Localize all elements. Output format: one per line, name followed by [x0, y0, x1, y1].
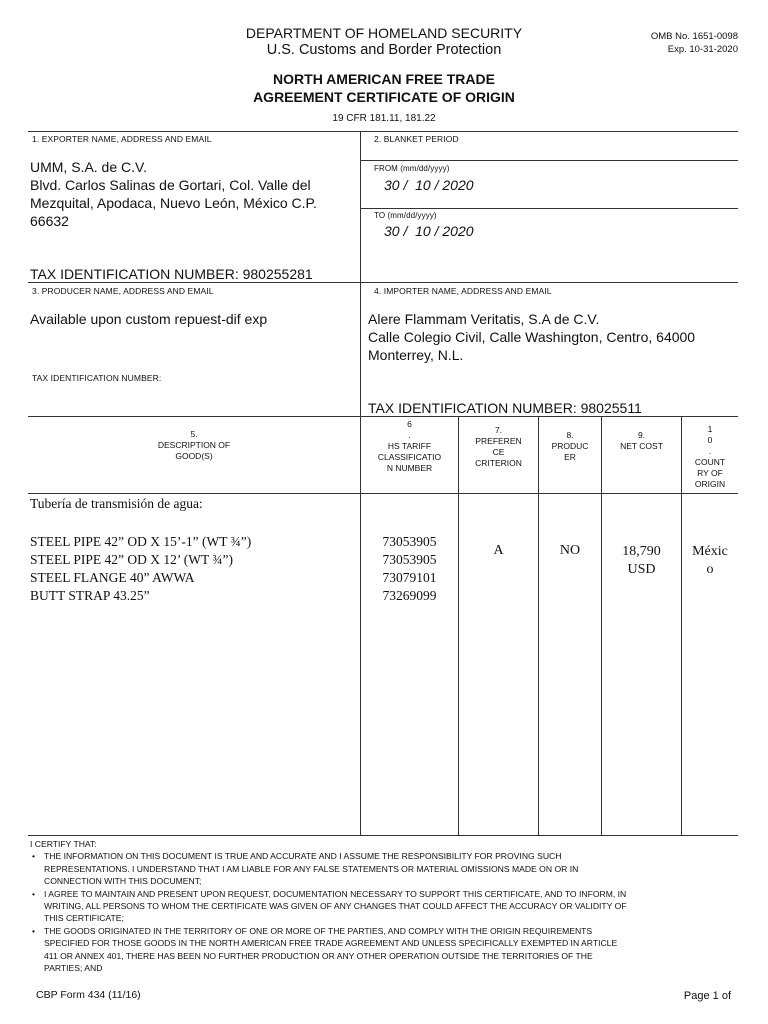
goods-heading: Tubería de transmisión de agua: — [30, 496, 203, 511]
grid-line-from — [361, 160, 738, 161]
col-producer-header: 8. PRODUC ER — [551, 430, 589, 462]
net-cost: 18,790 USD — [622, 544, 661, 577]
form-title-line1: NORTH AMERICAN FREE TRADE — [273, 71, 495, 87]
exporter-address-line2: Mezquital, Apodaca, Nuevo León, México C.P. — [30, 195, 317, 211]
certification-block — [30, 838, 740, 974]
country-of-origin: Méxic o — [692, 544, 728, 577]
col-description-header: 5. DESCRIPTION OF GOOD(S) — [157, 429, 231, 461]
certify-intro: I CERTIFY THAT: — [30, 839, 97, 849]
blanket-to-value: 30 / 10 / 2020 — [384, 223, 474, 239]
cfr-reference: 19 CFR 181.11, 181.22 — [332, 113, 436, 124]
blanket-period-label: 2. BLANKET PERIOD — [374, 134, 459, 144]
col-hs-tariff-header: 6 . HS TARIFF CLASSIFICATIO N NUMBER — [377, 419, 442, 473]
hs-tariff-number: 73053905 — [382, 552, 437, 567]
col-country-header: 1 0 . COUNT RY OF ORIGIN — [694, 424, 726, 489]
omb-number: OMB No. 1651-0098 — [650, 31, 738, 42]
hs-tariff-number: 73079101 — [382, 570, 437, 585]
grid-line-col7 — [458, 416, 459, 835]
exporter-address-line3: 66632 — [30, 213, 69, 229]
certify-bullet-2: • I AGREE TO MAINTAIN AND PRESENT UPON REQUEST, DOCUMENTATION NECESSARY TO SUPPORT THIS CERTIFICATE, AND TO INFORM, IN WRITING, ALL PERSONS TO WHOM THE CERTIFICATE WAS GIVEN OF ANY CHANGES THAT COULD AFFECT THE ACCURACY OR VALIDITY OF THIS CERTIFICATE; — [30, 888, 740, 925]
importer-label: 4. IMPORTER NAME, ADDRESS AND EMAIL — [374, 286, 552, 296]
producer-label: 3. PRODUCER NAME, ADDRESS AND EMAIL — [32, 286, 214, 296]
grid-line-colheads — [28, 493, 738, 494]
importer-address-line1: Calle Colegio Civil, Calle Washington, Centro, 64000 — [368, 329, 696, 345]
grid-line-col8 — [538, 416, 539, 835]
preference-criterion: A — [493, 543, 504, 558]
grid-line-col9 — [601, 416, 602, 835]
col-net-cost-header: 9. NET COST — [620, 430, 663, 451]
agency-name: U.S. Customs and Border Protection — [266, 42, 502, 58]
importer-address-line2: Monterrey, N.L. — [368, 347, 464, 363]
goods-item-description: STEEL PIPE 42” OD X 12’ (WT ¾”) — [30, 552, 233, 567]
importer-name: Alere Flammam Veritatis, S.A de C.V. — [368, 311, 600, 327]
exporter-label: 1. EXPORTER NAME, ADDRESS AND EMAIL — [32, 134, 212, 144]
omb-expiration: Exp. 10-31-2020 — [667, 44, 738, 55]
exporter-name: UMM, S.A. de C.V. — [30, 159, 147, 175]
certify-bullet-3: • THE GOODS ORIGINATED IN THE TERRITORY OF ONE OR MORE OF THE PARTIES, AND COMPLY WITH THE ORIGIN REQUIREMENTS SPECIFIED FOR THOSE GOODS IN THE NORTH AMERICAN FREE TRADE AGREEMENT AND UNLESS SPECIFICALLY EXEMPTED IN ARTICLE 411 OR ANNEX 401, THERE HAS BEEN NO FURTHER PRODUCTION OR ANY OTHER OPERATION OUTSIDE THE TERRITORIES OF THE PARTIES; AND — [30, 925, 740, 975]
form-title-line2: AGREEMENT CERTIFICATE OF ORIGIN — [253, 89, 515, 105]
exporter-address-line1: Blvd. Carlos Salinas de Gortari, Col. Valle del — [30, 177, 311, 193]
col-preference-header: 7. PREFEREN CE CRITERION — [475, 425, 522, 468]
exporter-tax-id: TAX IDENTIFICATION NUMBER: 980255281 — [30, 266, 313, 282]
grid-line-to — [361, 208, 738, 209]
goods-item-description: STEEL FLANGE 40” AWWA — [30, 570, 195, 585]
goods-item-description: BUTT STRAP 43.25” — [30, 588, 150, 603]
department-name: DEPARTMENT OF HOMELAND SECURITY — [245, 25, 523, 41]
hs-tariff-number: 73269099 — [382, 588, 437, 603]
blanket-from-label: FROM (mm/dd/yyyy) — [374, 164, 450, 173]
producer-indicator: NO — [559, 543, 581, 558]
goods-description-list — [30, 533, 251, 605]
hs-tariff-list — [361, 533, 458, 605]
producer-value: Available upon custom repuest-dif exp — [30, 311, 268, 327]
hs-tariff-number: 73053905 — [382, 534, 437, 549]
certify-bullet-1: • THE INFORMATION ON THIS DOCUMENT IS TRUE AND ACCURATE AND I ASSUME THE RESPONSIBILITY FOR PROVING SUCH REPRESENTATIONS. I UNDERSTAND THAT I AM LIABLE FOR ANY FALSE STATEMENTS OR MATERIAL OMISSIONS MADE ON OR IN CONNECTION WITH THIS DOCUMENT; — [30, 850, 740, 887]
page-number: Page 1 of — [683, 990, 731, 1002]
grid-line-mid — [360, 131, 361, 835]
form-number: CBP Form 434 (11/16) — [36, 989, 141, 1001]
grid-line-bottom — [28, 835, 738, 836]
blanket-from-value: 30 / 10 / 2020 — [384, 177, 474, 193]
goods-item-description: STEEL PIPE 42” OD X 15’-1” (WT ¾”) — [30, 534, 252, 549]
grid-line-top — [28, 131, 738, 132]
producer-tax-label: TAX IDENTIFICATION NUMBER: — [32, 373, 162, 383]
blanket-to-label: TO (mm/dd/yyyy) — [374, 211, 437, 220]
importer-tax-id: TAX IDENTIFICATION NUMBER: 98025511 — [368, 400, 642, 416]
